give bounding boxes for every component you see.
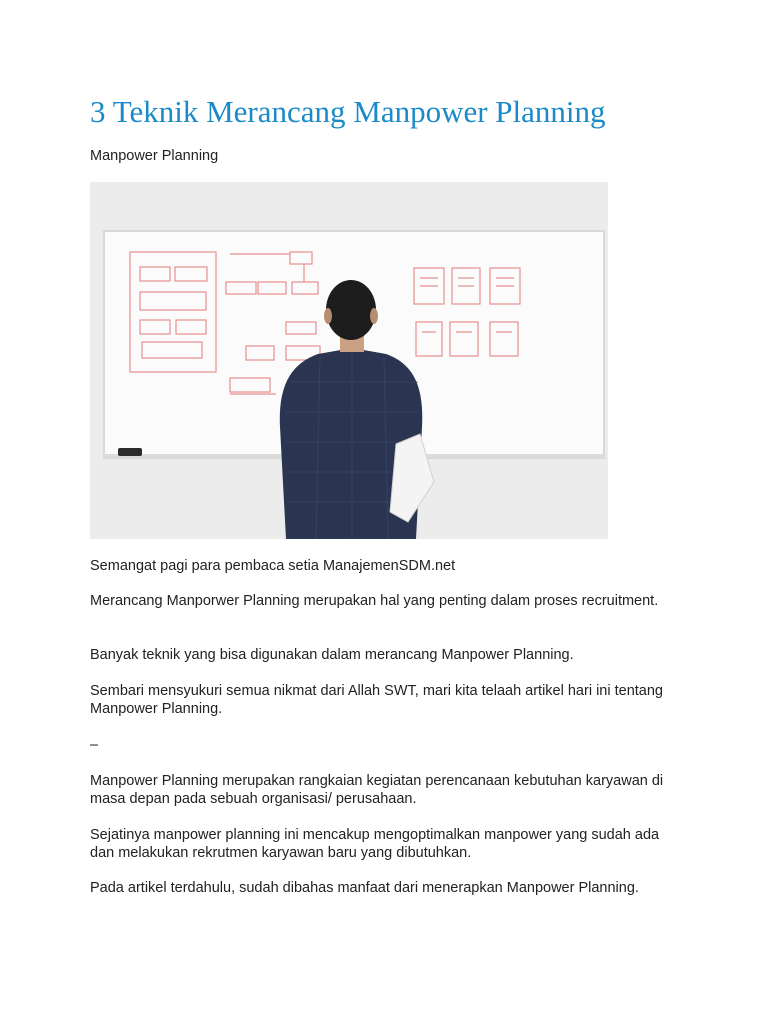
paragraph-gratitude: Sembari mensyukuri semua nikmat dari Allah SWT, mari kita telaah artikel hari ini tentang Manpower Planning.	[90, 683, 663, 717]
whiteboard-photo-illustration	[90, 182, 608, 539]
paragraph-scope: Sejatinya manpower planning ini mencakup mengoptimalkan manpower yang sudah ada dan melakukan rekrutmen karyawan baru yang dibutuhkan.	[90, 827, 660, 861]
paragraph-separator: –	[90, 737, 99, 753]
paragraph-greeting: Semangat pagi para pembaca setia ManajemenSDM.net	[90, 558, 456, 574]
page-title: 3 Teknik Merancang Manpower Planning	[90, 94, 606, 129]
paragraph-definition: Manpower Planning merupakan rangkaian kegiatan perencanaan kebutuhan karyawan di masa depan pada sebuah organisasi/ perusahaan.	[90, 773, 664, 807]
article-subtitle: Manpower Planning	[90, 148, 219, 164]
paragraph-intro: Merancang Manporwer Planning merupakan hal yang penting dalam proses recruitment.	[90, 593, 659, 609]
whiteboard-photo	[90, 182, 608, 539]
paragraph-techniques: Banyak teknik yang bisa digunakan dalam merancang Manpower Planning.	[90, 647, 574, 663]
paragraph-previous-article: Pada artikel terdahulu, sudah dibahas manfaat dari menerapkan Manpower Planning.	[90, 880, 639, 896]
